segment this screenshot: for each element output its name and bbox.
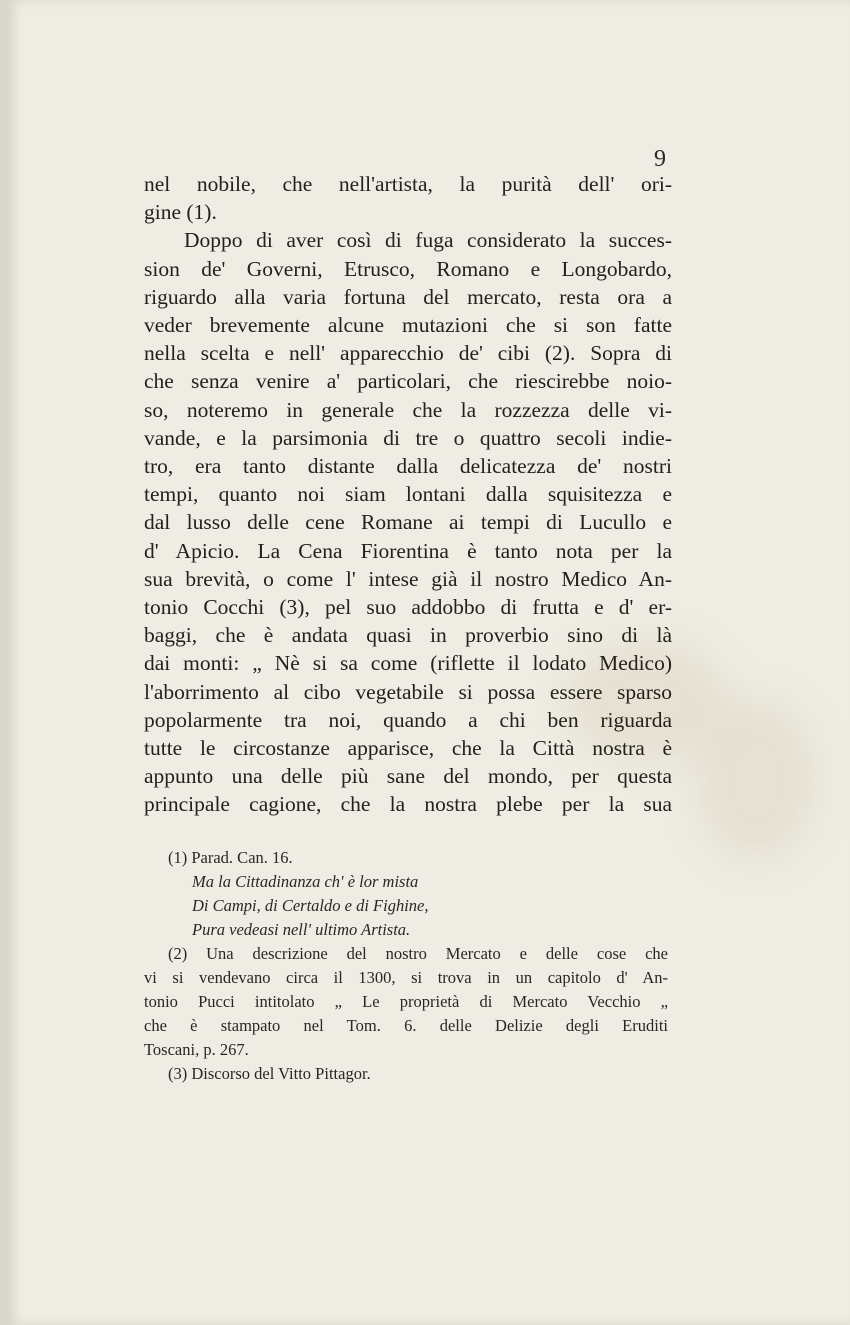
footnote-1-verse: Ma la Cittadinanza ch' è lor mista <box>192 872 419 891</box>
text-line: nella scelta e nell' apparecchio de' cibi (2). Sopra di <box>144 341 672 366</box>
text-line: tro, era tanto distante dalla delicatezza de' nostri <box>144 454 672 479</box>
text-line: Doppo di aver così di fuga considerato la succes- <box>184 228 672 253</box>
text-line: dal lusso delle cene Romane ai tempi di Lucullo e <box>144 510 672 535</box>
text-line: l'aborrimento al cibo vegetabile si possa essere sparso <box>144 679 672 704</box>
footnote-2-line: vi si vendevano circa il 1300, si trova in un capitolo d' An- <box>144 968 668 987</box>
text-line: sua brevità, o come l' intese già il nostro Medico An- <box>144 566 672 591</box>
text-line: appunto una delle più sane del mondo, per questa <box>144 764 672 789</box>
text-line: nel nobile, che nell'artista, la purità dell' ori- <box>144 172 672 196</box>
footnote-2-line: Toscani, p. 267. <box>144 1040 249 1059</box>
footnote-2-line: tonio Pucci intitolato „ Le proprietà di Mercato Vecchio „ <box>144 992 668 1011</box>
footnote-3: (3) Discorso del Vitto Pittagor. <box>168 1064 371 1083</box>
text-line: veder brevemente alcune mutazioni che si son fatte <box>144 313 672 338</box>
text-line: baggi, che è andata quasi in proverbio sino di là <box>144 623 672 648</box>
text-line: gine (1). <box>144 200 217 225</box>
footnote-1-verse: Di Campi, di Certaldo e di Fighine, <box>192 896 429 915</box>
footnote-1: (1) Parad. Can. 16. <box>168 848 293 867</box>
text-line: sion de' Governi, Etrusco, Romano e Longobardo, <box>144 256 672 281</box>
footnote-2-line: che è stampato nel Tom. 6. delle Delizie degli Eruditi <box>144 1016 668 1035</box>
text-line: principale cagione, che la nostra plebe per la sua <box>144 792 672 817</box>
page-number: 9 <box>654 146 666 172</box>
text-line: d' Apicio. La Cena Fiorentina è tanto nota per la <box>144 538 672 563</box>
text-line: tempi, quanto noi siam lontani dalla squisitezza e <box>144 482 672 507</box>
text-line: so, noteremo in generale che la rozzezza delle vi- <box>144 397 672 422</box>
text-line: riguardo alla varia fortuna del mercato, resta ora a <box>144 284 672 309</box>
footnote-2: (2) Una descrizione del nostro Mercato e delle cose che <box>168 944 668 963</box>
footnotes <box>144 846 668 1086</box>
text-line: che senza venire a' particolari, che riescirebbe noio- <box>144 369 672 394</box>
body-text <box>144 170 672 819</box>
text-line: tutte le circostanze apparisce, che la Città nostra è <box>144 736 672 761</box>
footnote-1-verse: Pura vedeasi nell' ultimo Artista. <box>192 920 411 939</box>
text-line: tonio Cocchi (3), pel suo addobbo di frutta e d' er- <box>144 595 672 620</box>
text-line: popolarmente tra noi, quando a chi ben riguarda <box>144 707 672 732</box>
text-line: dai monti: „ Nè si sa come (riflette il lodato Medico) <box>144 651 672 676</box>
text-line: vande, e la parsimonia di tre o quattro secoli indie- <box>144 425 672 450</box>
book-page <box>6 0 850 1325</box>
